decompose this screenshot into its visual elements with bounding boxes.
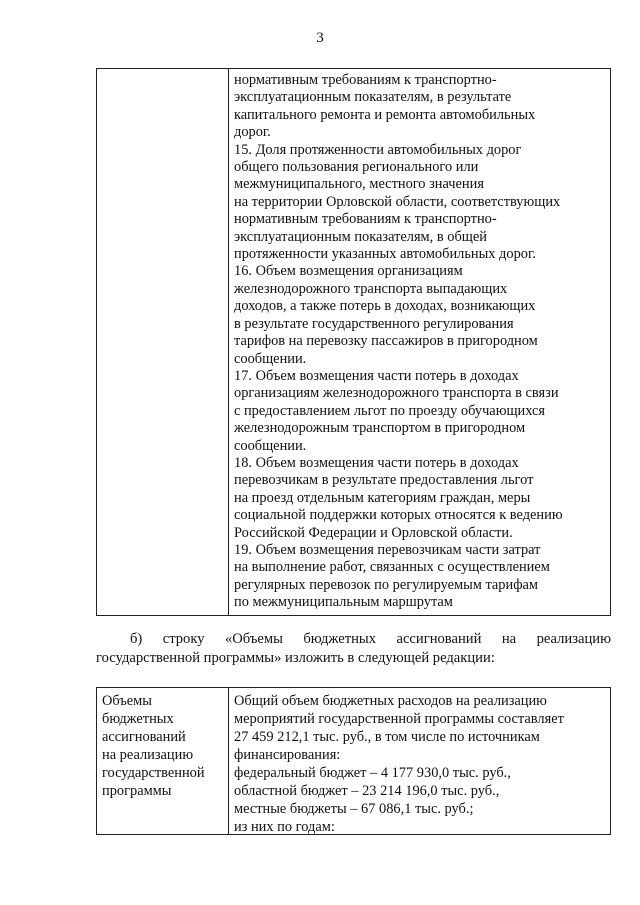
indicator-line: сообщении. — [234, 437, 307, 454]
indicator-line: 16. Объем возмещения организациям — [234, 263, 463, 280]
indicator-line: межмуниципального, местного значения — [234, 176, 484, 193]
amendment-paragraph — [96, 630, 611, 668]
indicator-line: эксплуатационным показателям, в общей — [234, 228, 487, 245]
indicator-line: на проезд отдельным категориям граждан, меры — [234, 489, 531, 506]
budget-line: Общий объем бюджетных расходов на реализацию — [234, 693, 547, 709]
column-divider — [228, 69, 229, 615]
indicator-line: нормативным требованиям к транспортно- — [234, 72, 497, 88]
indicator-line: социальной поддержки которых относятся к ведению — [234, 507, 563, 524]
budget-line: мероприятий государственной программы составляет — [234, 711, 564, 727]
label-line: государственной — [102, 765, 205, 781]
label-line: ассигнований — [102, 729, 186, 745]
indicator-line: в результате государственного регулирования — [234, 315, 514, 332]
page-number: 3 — [316, 30, 324, 46]
indicator-line: регулярных перевозок по регулируемым тарифам — [234, 576, 539, 593]
budget-line: федеральный бюджет – 4 177 930,0 тыс. руб., — [234, 765, 511, 781]
indicator-line: по межмуниципальным маршрутам — [234, 594, 453, 611]
label-line: программы — [102, 783, 172, 799]
column-divider — [228, 688, 229, 834]
label-line: бюджетных — [102, 711, 174, 727]
budget-value-cell — [234, 692, 604, 836]
indicator-line: с предоставлением льгот по проезду обучающихся — [234, 402, 546, 419]
indicator-line: нормативным требованиям к транспортно- — [234, 211, 497, 228]
budget-line: финансирования: — [234, 747, 341, 763]
budget-line: из них по годам: — [234, 819, 335, 835]
budget-line: местные бюджеты – 67 086,1 тыс. руб.; — [234, 801, 474, 817]
label-line: на реализацию — [102, 747, 194, 763]
indicator-line: 19. Объем возмещения перевозчикам части затрат — [234, 541, 541, 558]
indicators-table — [96, 68, 611, 616]
indicator-line: доходов, а также потерь в доходах, возникающих — [234, 298, 536, 315]
indicator-line: 15. Доля протяженности автомобильных дорог — [234, 141, 522, 158]
indicator-line: Российской Федерации и Орловской области. — [234, 524, 513, 541]
indicator-line: дорог. — [234, 124, 271, 141]
indicators-cell — [234, 72, 604, 612]
indicator-line: перевозчикам в результате предоставления льгот — [234, 472, 534, 489]
indicator-line: капитального ремонта и ремонта автомобильных — [234, 106, 536, 123]
indicator-line: протяженности указанных автомобильных дорог. — [234, 246, 536, 263]
budget-label-cell — [102, 692, 224, 800]
paragraph-line: б) строку «Объемы бюджетных ассигнований на реализацию — [130, 631, 611, 647]
indicator-line: эксплуатационным показателям, в результате — [234, 89, 512, 106]
indicator-line: организациям железнодорожного транспорта в связи — [234, 385, 559, 402]
budget-line: 27 459 212,1 тыс. руб., в том числе по источникам — [234, 729, 540, 745]
indicator-line: сообщении. — [234, 350, 307, 367]
indicator-line: железнодорожного транспорта выпадающих — [234, 280, 508, 297]
indicator-line: на территории Орловской области, соответствующих — [234, 193, 561, 210]
indicator-line: железнодорожным транспортом в пригородном — [234, 420, 526, 437]
indicator-line: тарифов на перевозку пассажиров в пригородном — [234, 333, 538, 350]
label-line: Объемы — [102, 693, 152, 709]
budget-line: областной бюджет – 23 214 196,0 тыс. руб., — [234, 783, 500, 799]
indicator-line: 17. Объем возмещения части потерь в доходах — [234, 367, 519, 384]
indicator-line: общего пользования регионального или — [234, 159, 479, 176]
indicator-line: на выполнение работ, связанных с осуществлением — [234, 559, 550, 576]
paragraph-line: государственной программы» изложить в следующей редакции: — [96, 650, 495, 666]
indicator-line: 18. Объем возмещения части потерь в доходах — [234, 454, 519, 471]
budget-table — [96, 687, 611, 835]
